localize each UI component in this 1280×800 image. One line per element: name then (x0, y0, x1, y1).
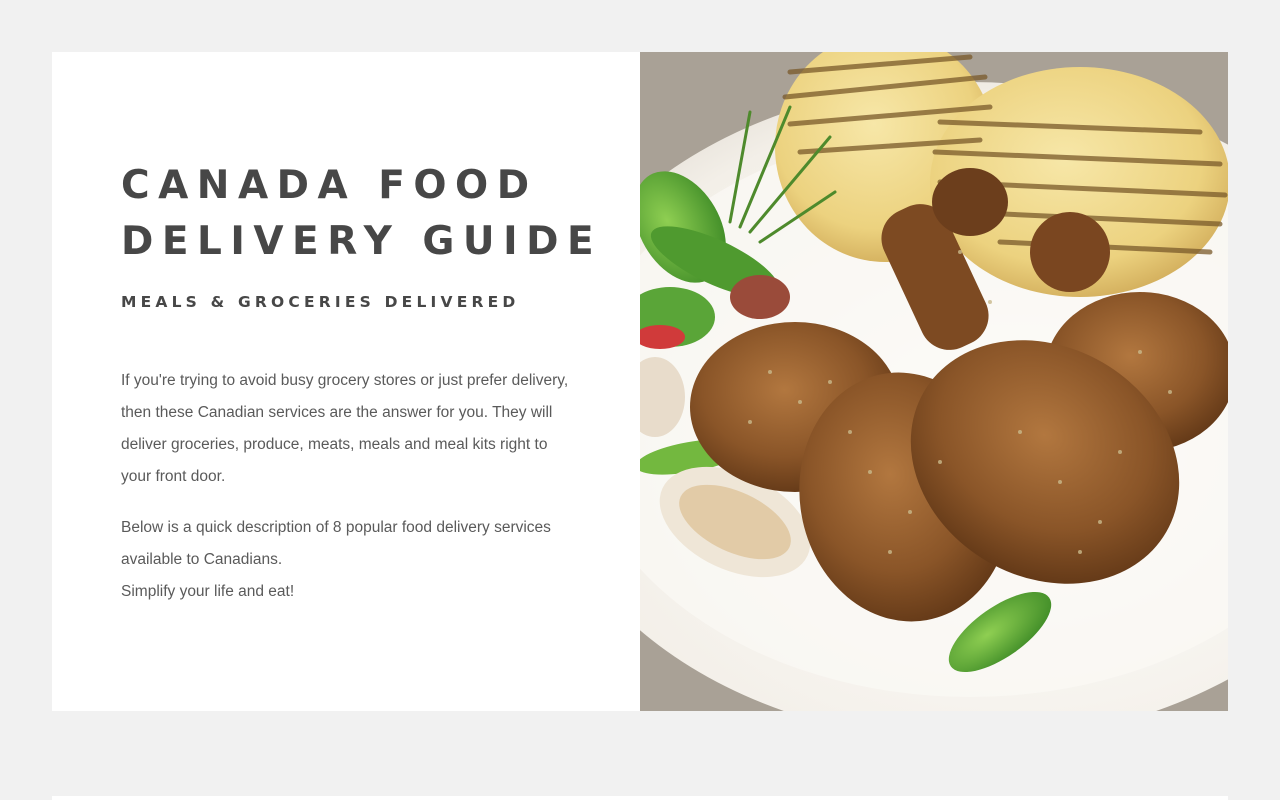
page-subtitle: MEALS & GROCERIES DELIVERED (121, 293, 520, 311)
description-line: Below is a quick description of 8 popular food delivery services available to Canadians. (121, 519, 551, 568)
next-section-card (52, 796, 1228, 800)
intro-text (121, 365, 581, 608)
intro-paragraph: If you're trying to avoid busy grocery stores or just prefer delivery, then these Canadian services are the answer for you. They will deliver groceries, produce, meats, meals and meal kits right to your front door. (121, 372, 569, 485)
tagline-line: Simplify your life and eat! (121, 583, 295, 600)
page-title: CANADA FOOD DELIVERY GUIDE (121, 163, 603, 264)
hero-section (52, 52, 1228, 711)
hero-text-panel (52, 52, 640, 711)
food-photo (640, 52, 1228, 711)
chicken-plate-illustration (640, 52, 1228, 711)
description-paragraph (121, 512, 581, 608)
